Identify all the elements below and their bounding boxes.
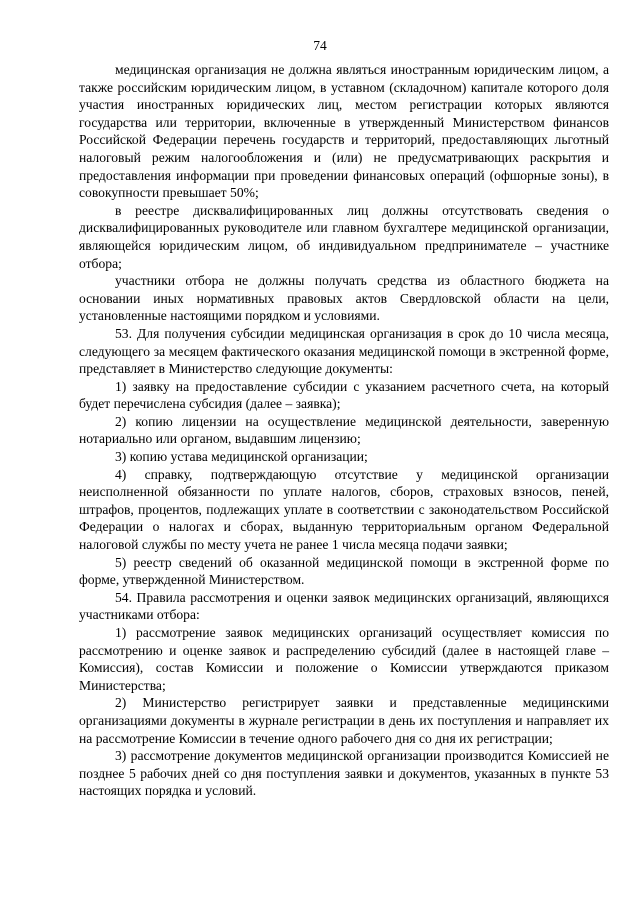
paragraph-54-intro: 54. Правила рассмотрения и оценки заявок медицинских организаций, являющихся участниками отбора: [79, 589, 609, 623]
paragraph-53-intro: 53. Для получения субсидии медицинская организация в срок до 10 числа месяца, следующего за месяцем фактического оказания медицинской помощи в экстренной форме, представляет в Министерство следующие документы: [79, 325, 609, 377]
list-item-54-1: 1) рассмотрение заявок медицинских организаций осуществляет комиссия по рассмотрению и оценке заявок и распределению субсидий (далее в настоящей главе – Комиссия), состав Комиссии и положение о Комиссии утверждаются приказом Министерства; [79, 625, 609, 693]
list-item-54-3: 3) рассмотрение документов медицинской организации производится Комиссией не позднее 5 рабочих дней со дня поступления заявки и документов, указанных в пункте 53 настоящих порядка и условий. [79, 748, 609, 799]
paragraph-disqualified-persons: в реестре дисквалифицированных лиц должны отсутствовать сведения о дисквалифицированных руководителе или главном бухгалтере медицинской организации, являющейся юридическим лицом, об индивидуальном предпринимателе – участнике отбора; [79, 202, 609, 271]
paragraph-foreign-entity-condition: медицинская организация не должна являться иностранным юридическим лицом, а также российским юридическим лицом, в уставном (складочном) капитале которого доля участия иностранных юридических лиц, местом регистрации которых являются государства или территории, включенные в утвержденный Министерством финансов Российской Федерации перечень государств и территорий, предоставляющих льготный налоговый режим налогообложения и (или) не предусматривающих раскрытия и предоставления информации при проведении финансовых операций (офшорные зоны), в совокупности превышает 50%; [79, 62, 609, 201]
list-item-53-1: 1) заявку на предоставление субсидии с указанием расчетного счета, на который будет перечислена субсидия (далее – заявка); [79, 378, 609, 412]
list-item-53-3: 3) копию устава медицинской организации; [115, 449, 368, 465]
list-item-54-2: 2) Министерство регистрирует заявки и представленные медицинскими организациями документы в журнале регистрации в день их поступления и направляет их на рассмотрение Комиссии в течение одного рабочего дня со дня их регистрации; [79, 695, 609, 746]
list-item-53-5: 5) реестр сведений об оказанной медицинской помощи в экстренной форме по форме, утвержденной Министерством. [79, 554, 609, 588]
paragraph-no-other-budget-funds: участники отбора не должны получать средства из областного бюджета на основании иных нормативных правовых актов Свердловской области на цели, установленные настоящими порядком и условиями. [79, 273, 609, 324]
document-body [79, 61, 609, 800]
list-item-53-2: 2) копию лицензии на осуществление медицинской деятельности, заверенную нотариально или органом, выдавшим лицензию; [79, 413, 609, 447]
list-item-53-4: 4) справку, подтверждающую отсутствие у медицинской организации неисполненной обязанности по уплате налогов, сборов, страховых взносов, пеней, штрафов, процентов, подлежащих уплате в соответствии с законодательством Российской Федерации о налогах и сборах, выданную территориальным органом Федеральной налоговой службы по месту учета не ранее 1 числа месяца подачи заявки; [79, 466, 609, 553]
page-number: 74 [313, 38, 327, 53]
